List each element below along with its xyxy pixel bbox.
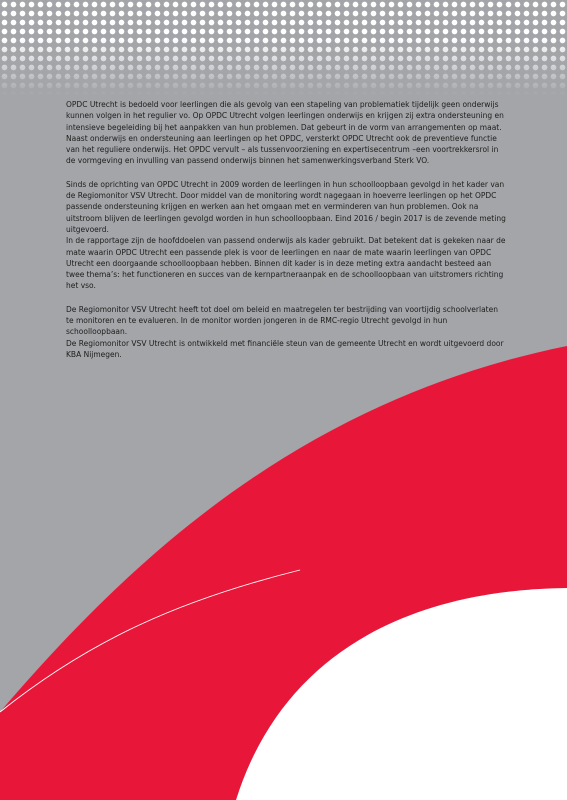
paragraph-regiomonitor-funding: De Regiomonitor VSV Utrecht is ontwikkeld met financiële steun van de gemeente Utrecht en wordt uitgevoerd door KBA Nijmegen. (66, 338, 504, 359)
body-text (66, 99, 506, 372)
paragraph-monitoring: Sinds de oprichting van OPDC Utrecht in 2009 worden de leerlingen in hun schoolloopbaan gevolgd in het kader van de Regiomonitor VSV Utrecht. Door middel van de monitoring wordt nagegaan in hoeverre leerlingen op het OPDC passende ondersteuning krijgen en werken aan het omgaan met en verminderen van hun problemen. Ook na uitstroom blijven de leerlingen gevolgd worden in hun schoolloopbaan. Eind 2016 / begin 2017 is de zevende meting uitgevoerd. (66, 179, 506, 234)
paragraph-rapportage: In de rapportage zijn de hoofddoelen van passend onderwijs als kader gebruikt. Dat betekent dat is gekeken naar de mate waarin OPDC Utrecht een passende plek is voor de leerlingen en naar de mate waarin leerlingen van OPDC Utrecht een doorgaande schoolloopbaan hebben. Binnen dit kader is in deze meting extra aandacht besteed aan twee thema’s: het functioneren en succes van de kernpartneraanpak en de schoolloopbaan van uitstromers richting het vso. (66, 236, 506, 291)
paragraph-opdc-intro: OPDC Utrecht is bedoeld voor leerlingen die als gevolg van een stapeling van problematiek tijdelijk geen onderwijs kunnen volgen in het regulier vo. Op OPDC Utrecht volgen leerlingen onderwijs en krijgen zij extra ondersteuning en intensieve begeleiding bij het aanpakken van hun problemen. Dat gebeurt in de vorm van arrangementen op maat. Naast onderwijs en ondersteuning aan leerlingen op het OPDC, versterkt OPDC Utrecht ook de preventieve functie van het reguliere onderwijs. Het OPDC vervult – als tussenvoorziening en expertisecentrum –een voortrekkersrol in de vormgeving en invulling van passend onderwijs binnen het samenwerkingsverband Sterk VO. (66, 100, 504, 166)
paragraph-regiomonitor-goal: De Regiomonitor VSV Utrecht heeft tot doel om beleid en maatregelen ter bestrijding van voortijdig schoolverlaten te monitoren en te evalueren. In de monitor worden jongeren in de RMC-regio Utrecht gevolgd in hun schoolloopbaan. (66, 304, 498, 337)
